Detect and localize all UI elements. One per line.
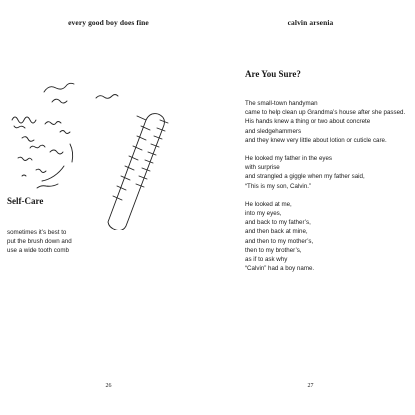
stanza xyxy=(245,99,410,145)
left-page-number: 26 xyxy=(105,383,112,389)
poem-line: then to my brother’s, xyxy=(245,246,302,254)
poem-line: “Calvin” had a boy name. xyxy=(245,265,315,273)
curly-hair-strands xyxy=(12,83,118,188)
poem-line: and they knew very little about lotion or cuticle care. xyxy=(245,136,387,144)
stanza xyxy=(245,154,410,191)
left-running-head: every good boy does fine xyxy=(68,18,149,27)
caption xyxy=(7,228,117,256)
section-title: Self-Care xyxy=(7,196,44,206)
left-page xyxy=(0,0,207,415)
poem-line: as if to ask why xyxy=(245,256,288,264)
poem-line: and sledgehammers xyxy=(245,127,302,135)
poem-line: came to help clean up Grandma’s house after she passed. xyxy=(245,109,406,117)
stanza xyxy=(245,200,410,274)
poem-line: and then to my mother’s, xyxy=(245,237,314,245)
caption-line: use a wide tooth comb xyxy=(7,247,69,255)
poem-line: and then back at mine, xyxy=(245,228,308,236)
poem-line: He looked at me, xyxy=(245,200,292,208)
poem-line: His hands knew a thing or two about concrete xyxy=(245,118,371,126)
caption-line: sometimes it’s best to xyxy=(7,229,67,236)
caption-line: put the brush down and xyxy=(7,238,72,246)
right-page-number: 27 xyxy=(307,383,314,389)
wide-tooth-comb xyxy=(108,114,168,230)
poem-title: Are You Sure? xyxy=(245,69,301,79)
poem-line: and back to my father’s, xyxy=(245,219,311,227)
hair-and-comb-drawing xyxy=(0,80,207,230)
right-running-head: calvin arsenia xyxy=(287,18,334,27)
poem-line: and strangled a giggle when my father said, xyxy=(245,173,365,181)
poem-line: He looked my father in the eyes xyxy=(245,155,333,163)
poem-line: with surprise xyxy=(245,164,280,172)
poem-line: “This is my son, Calvin.” xyxy=(245,182,312,190)
poem-body xyxy=(245,99,410,282)
poem-line: into my eyes, xyxy=(245,210,282,218)
poem-line: The small-town handyman xyxy=(245,100,318,107)
